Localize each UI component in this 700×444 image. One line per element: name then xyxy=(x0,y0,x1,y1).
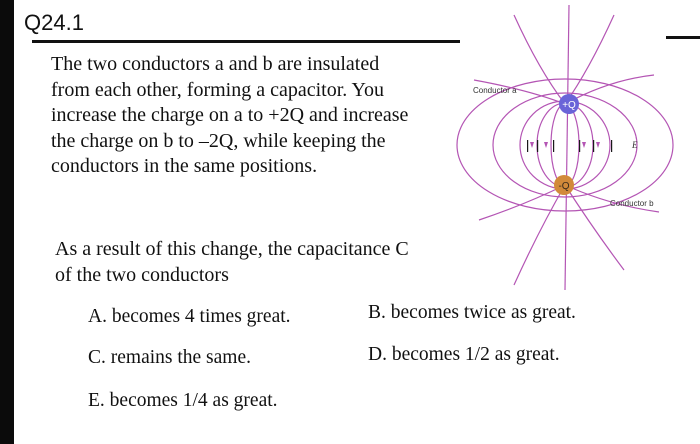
option-d[interactable]: D. becomes 1/2 as great. xyxy=(368,344,560,365)
question-card xyxy=(14,0,700,444)
option-c[interactable]: C. remains the same. xyxy=(88,347,251,368)
charge-a-text: +Q xyxy=(562,100,576,111)
conductor-a-label: Conductor a xyxy=(473,86,517,95)
field-arrows xyxy=(530,142,600,148)
question-ask: As a result of this change, the capacitance C of the two conductors xyxy=(55,238,409,286)
option-b[interactable]: B. becomes twice as great. xyxy=(368,302,576,323)
question-number: Q24.1 xyxy=(24,10,84,35)
field-ticks xyxy=(527,140,612,152)
conductor-b-label: Conductor b xyxy=(610,199,654,208)
field-label: E xyxy=(632,140,638,150)
field-lines xyxy=(457,5,673,290)
question-stem: The two conductors a and b are insulated from each other, forming a capacitor. You increase the charge on a to +2Q and increase the charge on b to –2Q, while keeping the conductors in the same positions. xyxy=(51,53,409,177)
charge-b-text: -Q xyxy=(558,181,570,192)
option-e[interactable]: E. becomes 1/4 as great. xyxy=(88,390,278,411)
option-a[interactable]: A. becomes 4 times great. xyxy=(88,306,291,327)
header-rule xyxy=(32,40,460,43)
capacitor-field-diagram xyxy=(429,0,684,300)
